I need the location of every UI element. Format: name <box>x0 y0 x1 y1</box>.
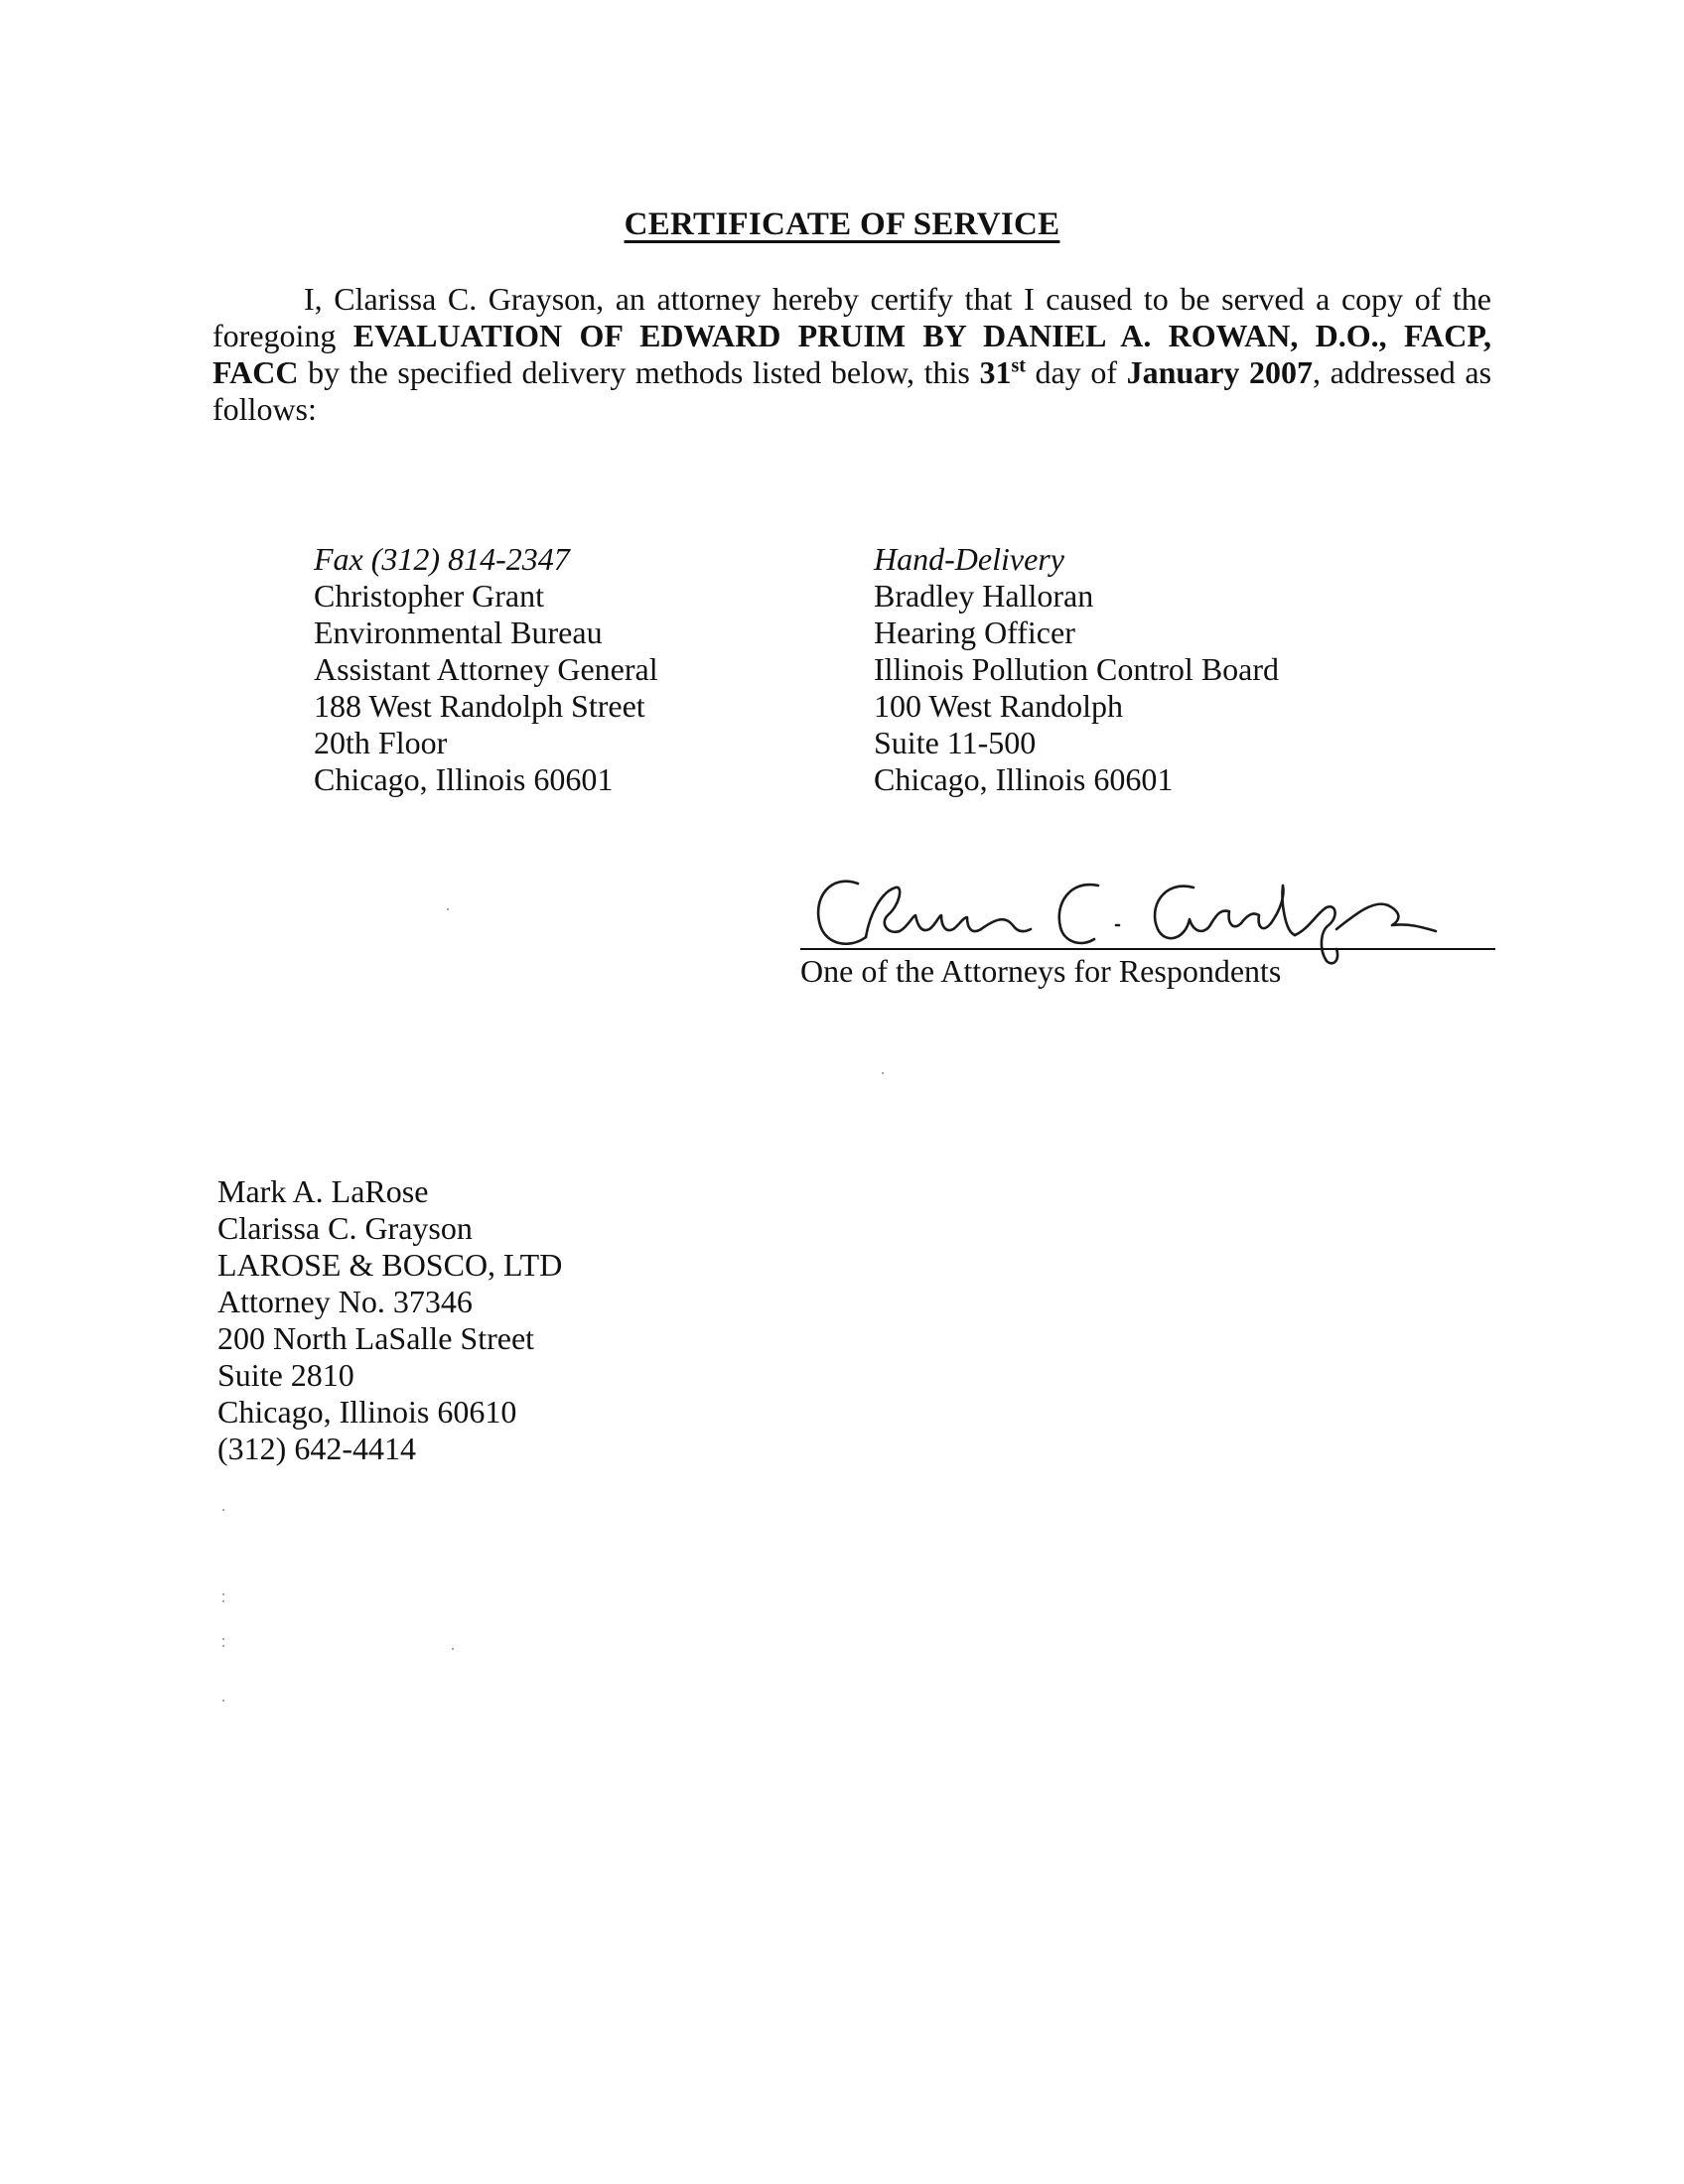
intro-text-4: , addressed as follows: <box>212 354 1492 427</box>
sender-line: (312) 642-4414 <box>217 1431 416 1466</box>
address-line: Environmental Bureau <box>314 614 603 650</box>
scan-speck <box>222 1600 224 1602</box>
address-line: 100 West Randolph <box>874 688 1124 724</box>
document-title-reference: EVALUATION OF EDWARD PRUIM BY DANIEL A. ROWAN, D.O., FACP, FACC <box>212 318 1491 390</box>
scan-speck <box>222 1700 224 1702</box>
sender-line: Chicago, Illinois 60610 <box>217 1394 517 1430</box>
sender-line: Suite 2810 <box>217 1357 354 1393</box>
scan-speck <box>222 1645 224 1647</box>
certification-paragraph <box>212 281 1491 428</box>
sender-line: LAROSE & BOSCO, LTD <box>217 1247 563 1283</box>
service-month-year: January 2007 <box>1126 354 1313 390</box>
sender-line: Mark A. LaRose <box>217 1173 429 1209</box>
address-line: Suite 11-500 <box>874 725 1037 760</box>
sender-line: 200 North LaSalle Street <box>217 1320 535 1356</box>
delivery-method: Fax (312) 814-2347 <box>314 541 570 577</box>
intro-text-3: day of <box>1025 354 1127 390</box>
scan-speck <box>447 908 449 910</box>
sender-line: Clarissa C. Grayson <box>217 1210 473 1246</box>
page-title: CERTIFICATE OF SERVICE <box>624 206 1060 242</box>
address-line: Illinois Pollution Control Board <box>874 651 1280 687</box>
scan-speck <box>452 1648 454 1650</box>
address-line: Chicago, Illinois 60601 <box>314 761 614 797</box>
scan-speck <box>222 1638 224 1640</box>
recipient-address-fax <box>314 541 658 798</box>
service-day: 31st <box>979 354 1026 390</box>
signature-line <box>800 948 1495 950</box>
intro-text-2: by the specified delivery methods listed below, this <box>298 354 980 390</box>
address-line: 188 West Randolph Street <box>314 688 645 724</box>
delivery-method: Hand-Delivery <box>874 541 1064 577</box>
address-line: Assistant Attorney General <box>314 651 658 687</box>
signature-caption: One of the Attorneys for Respondents <box>800 953 1282 989</box>
scan-speck <box>222 1509 224 1511</box>
address-line: Christopher Grant <box>314 578 544 614</box>
scan-speck <box>882 1072 884 1074</box>
sender-address <box>217 1173 562 1467</box>
sender-line: Attorney No. 37346 <box>217 1284 473 1319</box>
recipient-address-hand-delivery <box>874 541 1279 798</box>
address-line: 20th Floor <box>314 725 448 760</box>
address-line: Hearing Officer <box>874 614 1075 650</box>
scan-speck <box>222 1593 224 1595</box>
address-line: Bradley Halloran <box>874 578 1094 614</box>
address-line: Chicago, Illinois 60601 <box>874 761 1174 797</box>
intro-text-1: I, Clarissa C. Grayson, an attorney hereby certify that I caused to be served a copy of the foregoing <box>212 281 1491 353</box>
